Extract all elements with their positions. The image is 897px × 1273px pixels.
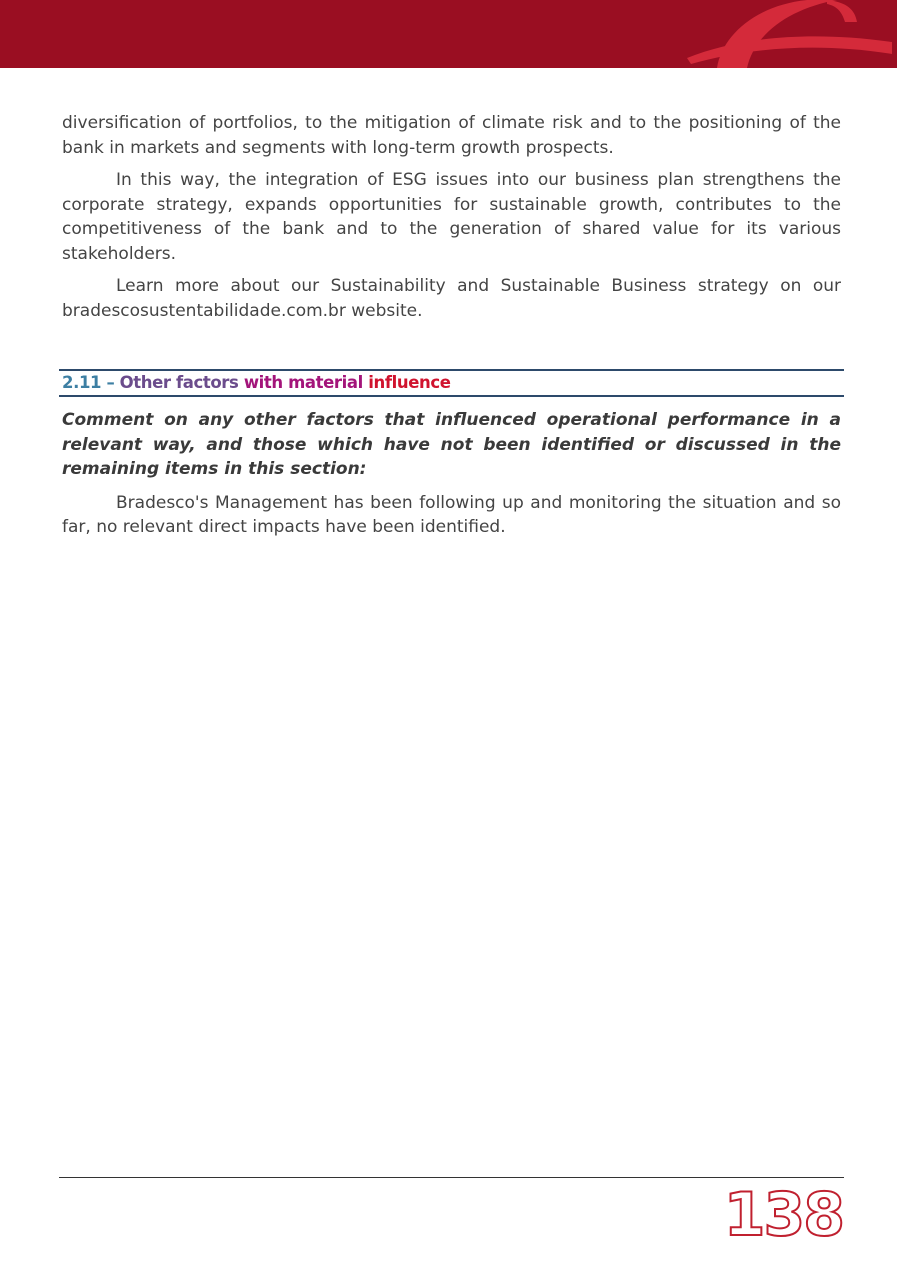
footer-divider: [59, 1177, 844, 1178]
page-number: 138: [723, 1180, 843, 1250]
bradesco-logo-icon: [677, 0, 897, 68]
section-body: [62, 408, 841, 548]
section-question: Comment on any other factors that influenced operational performance in a relevant way, and those which have not been identified or discussed in the remaining items in this section:: [62, 410, 841, 479]
header-band: [0, 0, 897, 68]
paragraph: In this way, the integration of ESG issues into our business plan strengthens the corporate strategy, expands opportunities for sustainable growth, contributes to the competitiveness of the bank and to the generation of shared value for its various stakeholders.: [62, 170, 841, 264]
section-title-number: 2.11 –: [62, 373, 120, 392]
section-title-text: with material: [243, 373, 369, 392]
paragraph: diversification of portfolios, to the mitigation of climate risk and to the positioning of the bank in markets and segments with long-term growth prospects.: [62, 113, 841, 158]
intro-text: [62, 111, 841, 331]
section-answer: Bradesco's Management has been following up and monitoring the situation and so far, no relevant direct impacts have been identified.: [62, 492, 841, 537]
section-heading: [59, 369, 844, 397]
section-title-text: Other factors: [119, 373, 244, 392]
section-title-text: influence: [368, 373, 451, 392]
section-title: [62, 373, 451, 392]
paragraph: Learn more about our Sustainability and Sustainable Business strategy on our bradescosustentabilidade.com.br website.: [62, 276, 841, 321]
